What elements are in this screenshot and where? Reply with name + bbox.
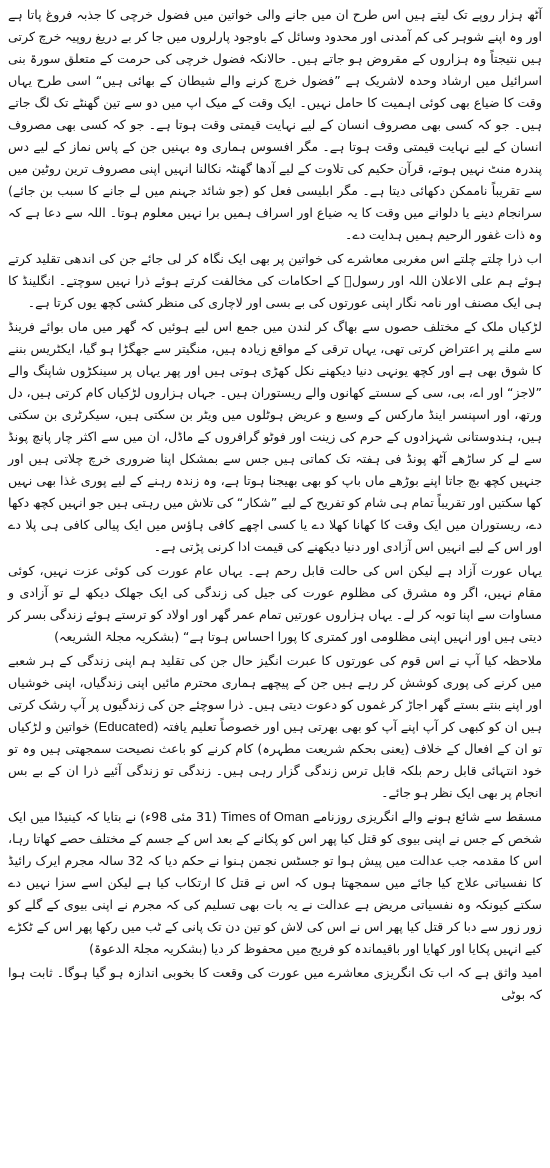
paragraph-woman-condition (8, 560, 542, 648)
paragraph-text: ملاحظہ کیا آپ نے اس قوم کی عورتوں کا عبرت انگیز حال جن کی تقلید ہم اپنی زندگی کے ہر شعبے میں کرنے کی پوری کوشش کر رہے ہیں جن کے پیچھے ہماری محترم مائیں اپنی زندگیاں، اپنی خوشیاں اور اپنے بنتے بستے گھر اجاڑ کر غموں کو دعوت دیتی ہیں۔ ذرا سوچئے جن کی زندگیوں پر آپ رشک کرتی ہیں ان کو کبھی کر آپ اپنے آپ کو بھی بھرتی ہیں اور خصوصاً تعلیم یافتہ ( (8, 653, 542, 734)
paragraph-news-report (8, 806, 542, 960)
paragraph-text-continued: ) خواتین و لڑکیاں تو ان کے افعال کے خلاف (یعنی بحکم شریعت مطہرہ) کام کرنے کو باعث نصیحت سمجھتی ہیں وہ تو خود انتہائی قابل رحم بلکہ قابل ترس زندگی گزار رہی ہیں۔ زندگی تو زندگی آئیے ذرا ان کے بے بس انجام پر بھی ایک نظر ہو جائے۔ (8, 719, 542, 800)
paragraph-text: لڑکیاں ملک کے مختلف حصوں سے بھاگ کر لندن میں جمع اس لیے ہوئیں کہ گھر میں ماں بوائے فرینڈ سے ملنے پر اعتراض کرتی تھی، یہاں ترقی کے مواقع زیادہ ہیں، منگیتر سے جھگڑا ہو گیا، ایکٹریس بننے کا شوق بھی ہے اور کچھ یونہی دنیا دیکھنے نکل کھڑی ہوتی ہیں اور پھر یہاں پر سینکڑوں شاپنگ والے ”لاجز“ اور اے، بی، سی کے سستے کھانوں والے ریستوران ہیں۔ جہاں ہزاروں لڑکیاں کام کرتی ہیں، دل ورتھ، اور اسپنسر اینڈ مارکس کے وسیع و عریض ہوٹلوں میں ویٹر بن سکتی ہیں، سیکرٹری بن سکتی ہیں، ہندوستانی شہزادوں کے حرم کی زینت اور فوٹو گرافروں کے ماڈل، ان میں سے اکثر چار پانچ پونڈ سے لے کر ساڑھے آٹھ پونڈ فی ہفتہ تک کماتی ہیں جس سے بمشکل اپنا ضروری خرچ چلاتی ہیں اور جنہیں کچھ بچ جاتا اپنے بوڑھے ماں باپ کو بھی بھیجنا ہوتا ہے، وہ زندہ رہنے کے لیے پوری غذا بھی نہیں کھا سکتیں اور تقریباً تمام ہی شام کو تفریح کے لیے ”شکار“ کی تلاش میں رہتی ہیں جو انہیں کچھ دکھا دے، ریستوران میں ایک وقت کا کھانا کھلا دے یا کسی اچھے کافی ہاؤس میں ایک پیالی کافی ہی پلا دے اور اس کے لیے انہیں اس آزادی اور دنیا دیکھنے کی قیمت ادا کرنی پڑتی ہے۔ (8, 319, 542, 554)
paragraph-text: امید واثق ہے کہ اب تک انگریزی معاشرے میں عورت کی وقعت کا بخوبی اندازہ ہو گیا ہوگا۔ ثابت ہوا کہ بوٹی (8, 965, 542, 1002)
paragraph-text: آٹھ ہزار روپے تک لیتے ہیں اس طرح ان میں جانے والی خواتین میں فضول خرچی کا جذبہ فروغ پاتا ہے اور وہ اپنے شوہر کی کم آمدنی اور محدود وسائل کے باوجود پارلروں میں جا کر بے دریغ روپیہ خرچ کرتی ہیں نتیجتاً وہ ہزاروں کے مقروض ہو جاتے ہیں۔ حالانکہ فضول خرچی کی حرمت کے متعلق سورۃ بنی اسرائیل میں ارشاد وحدہ لاشریک ہے ”فضول خرچ کرنے والے شیطان کے بھائی ہیں“ اسی طرح یہاں وقت کا ضیاع بھی کوئی اہمیت کا حامل نہیں۔ ایک وقت کے میک اپ میں دو سے تین گھنٹے تک لگ جاتے ہیں۔ جو کہ کسی بھی مصروف انسان کے لیے نہایت قیمتی وقت ہوتا ہے۔ جو کہ کسی بھی مصروف انسان کے لیے نہایت قیمتی وقت ہوتا ہے۔ مگر افسوس ہماری وہ بہنیں جن کے پاس نماز کے لیے دس پندرہ منٹ نہیں ہوتے، قرآن حکیم کی تلاوت کے لیے آدھا گھنٹہ نکالنا انہیں اپنی مصروف ترین روٹین میں سے تقریباً ناممکن دکھائی دیتا ہے۔ مگر ابلیسی فعل کو (جو شائد جہنم میں لے جانے کا سبب بن جائے) سرانجام دینے یا دلوانے میں وقت کا یہ ضیاع اور اسراف ہمیں برا نہیں معلوم ہوتا۔ اللہ سے دعا ہے کہ وہ ذات غفور الرحیم ہمیں ہدایت دے۔ (8, 7, 542, 242)
english-term-educated: Educated (98, 719, 154, 734)
paragraph-text: یہاں عورت آزاد ہے لیکن اس کی حالت قابل رحم ہے۔ یہاں عام عورت کی کوئی عزت نہیں، کوئی مقام نہیں، اگر وہ مشرق کی مظلوم عورت کی جیل کی زندگی کی ایک جھلک دیکھ لے تو آزادی و مساوات سے اپنا توبہ کر لے۔ یہاں ہزاروں عورتیں تمام عمر گھر اور اولاد کو ترستے ہوئے زندگی بسر کر دیتی ہیں اور انہیں اپنی مظلومی اور کمتری کا پورا احساس ہوتا ہے“ (بشکریہ مجلۃ الشریعہ) (8, 563, 542, 644)
paragraph-text-continued: (31 مئی 98ء) نے بتایا کہ کینیڈا میں ایک شخص کے جس نے اپنی بیوی کو قتل کیا پھر اس کو پکانے کے بعد اس کے جسم کے مختلف حصے کھاتا رہا، اس کا مقدمہ جب عدالت میں پیش ہوا تو جسٹس نجمن ہنوا نے حکم دیا کہ 32 سالہ مجرم ایرک رائیڈ کا نفسیاتی علاج کیا جائے میں سمجھتا ہوں کہ اس نے قتل کا ارتکاب کیا ہے لیکن اسے سزا نہیں دے سکتے کیونکہ وہ نفسیاتی مریض ہے عدالت نے یہ بات بھی تسلیم کی کہ مجرم نے اپنی بیوی کے گلے کو زور زور سے دبا کر قتل کیا پھر اس نے اس کی لاش کو تین دن تک پانی کے ٹب میں رکھا پھر اس کے ٹکڑے کیے انہیں پکایا اور کھایا اور باقیماندہ کو فریج میں محفوظ کر دیا (بشکریہ مجلۃ الدعوۃ) (8, 809, 542, 956)
paragraph-parlour-spending (8, 4, 542, 246)
newspaper-name: Times of Oman (220, 809, 310, 824)
paragraph-conclusion (8, 962, 542, 1006)
paragraph-text: اب ذرا چلتے چلتے اس مغربی معاشرے کی خواتین پر بھی ایک نگاہ کر لی جائے جن کی اندھی تقلید کرتے ہوئے ہم علی الاعلان اللہ اور رسولؐ کے احکامات کی مخالفت کرتے ہوئے ذرا نہیں سوچتے۔ انگلینڈ کا ہی ایک مصنف اور نامہ نگار اپنی عورتوں کی بے بسی اور لاچاری کی منظر کشی کچھ یوں کرتا ہے۔ (8, 251, 542, 310)
paragraph-western-society (8, 248, 542, 314)
paragraph-text: مسقط سے شائع ہونے والے انگریزی روزنامے (309, 809, 543, 824)
paragraph-reflection (8, 650, 542, 804)
paragraph-london-girls (8, 316, 542, 558)
